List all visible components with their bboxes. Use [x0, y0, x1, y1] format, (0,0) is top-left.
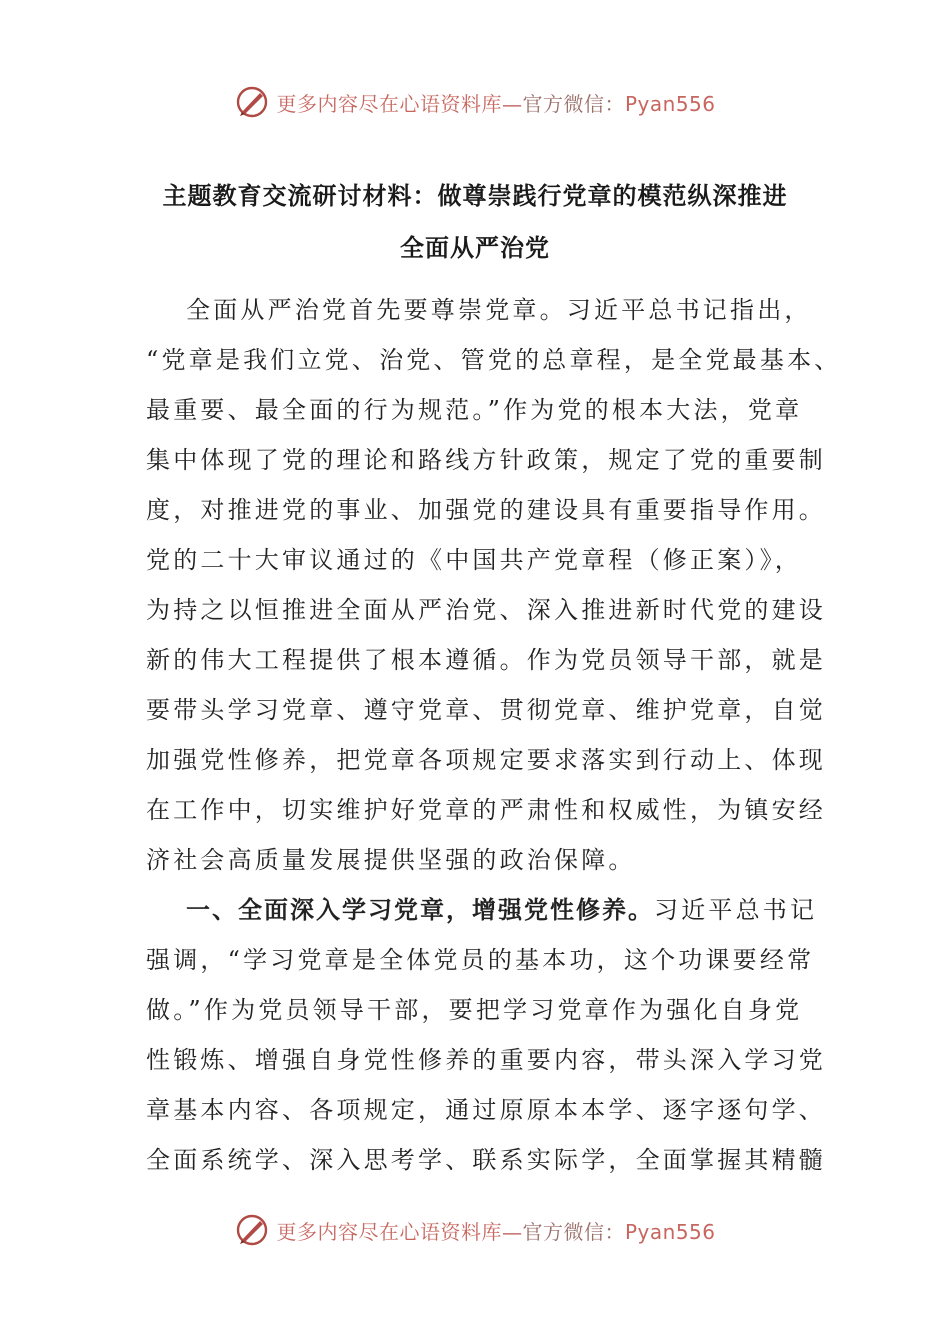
section-1-heading: 一、全面深入学习党章，增强党性修养。	[186, 896, 654, 924]
body-line: 全面系统学、深入思考学、联系实际学，全面掌握其精髓	[146, 1146, 826, 1174]
body-line: 集中体现了党的理论和路线方针政策，规定了党的重要制	[146, 446, 826, 474]
watermark-text: 更多内容尽在心语资料库—官方微信：Pyan556	[276, 1219, 716, 1244]
body-line: 加强党性修养，把党章各项规定要求落实到行动上、体现	[146, 746, 826, 774]
body-line: 章基本内容、各项规定，通过原原本本学、逐字逐句学、	[146, 1096, 826, 1124]
body-line: 全面从严治党首先要尊崇党章。习近平总书记指出，	[186, 296, 812, 324]
body-line: 在工作中，切实维护好党章的严肃性和权威性，为镇安经	[146, 796, 826, 824]
section-1-heading-tail: 习近平总书记	[654, 896, 818, 924]
body-line: 做。”作为党员领导干部，要把学习党章作为强化自身党	[146, 996, 803, 1024]
pen-circle-logo-icon	[234, 1212, 270, 1248]
body-line: 为持之以恒推进全面从严治党、深入推进新时代党的建设	[146, 596, 826, 624]
pen-circle-logo-icon	[234, 84, 270, 120]
body-line: 强调，“学习党章是全体党员的基本功，这个功课要经常	[146, 946, 815, 974]
body-line: 党的二十大审议通过的《中国共产党章程（修正案）》，	[146, 546, 802, 574]
document-title-line-2: 全面从严治党	[400, 234, 550, 262]
body-line: 度，对推进党的事业、加强党的建设具有重要指导作用。	[146, 496, 826, 524]
body-line: 济社会高质量发展提供坚强的政治保障。	[146, 846, 636, 874]
document-title-line-1: 主题教育交流研讨材料：做尊崇践行党章的模范纵深推进	[162, 182, 788, 210]
header-watermark	[0, 82, 950, 122]
body-line: 新的伟大工程提供了根本遵循。作为党员领导干部，就是	[146, 646, 826, 674]
watermark-text: 更多内容尽在心语资料库—官方微信：Pyan556	[276, 91, 716, 116]
body-line: 要带头学习党章、遵守党章、贯彻党章、维护党章，自觉	[146, 696, 826, 724]
body-line: “党章是我们立党、治党、管党的总章程，是全党最基本、	[146, 346, 842, 374]
body-line: 最重要、最全面的行为规范。”作为党的根本大法，党章	[146, 396, 803, 424]
section-heading-line	[186, 890, 818, 925]
body-line: 性锻炼、增强自身党性修养的重要内容，带头深入学习党	[146, 1046, 826, 1074]
footer-watermark	[0, 1210, 950, 1250]
